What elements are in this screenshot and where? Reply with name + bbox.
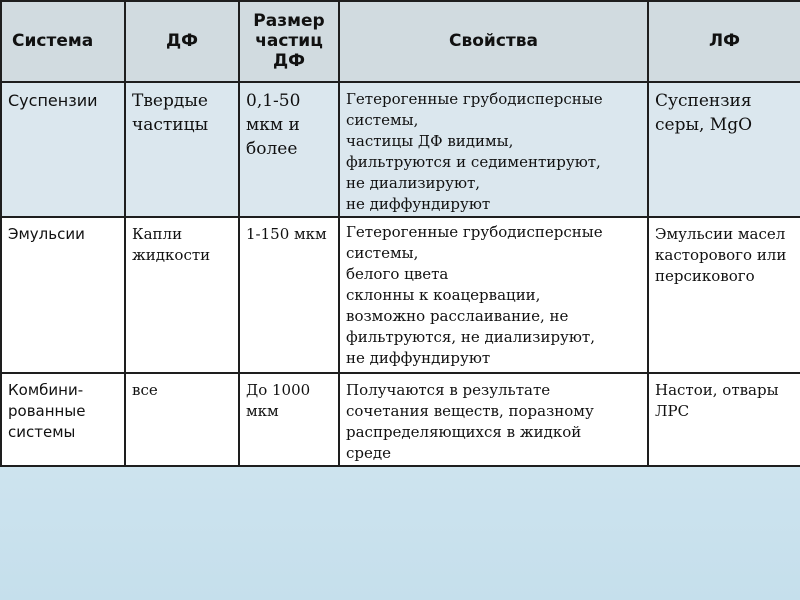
header-df: ДФ (125, 1, 239, 82)
header-size: Размер частиц ДФ (239, 1, 339, 82)
table-row (1, 373, 800, 466)
table-row (1, 82, 800, 217)
cell-size: 0,1-50 мкм и более (239, 82, 339, 217)
cell-system: Комбини-рованные системы (1, 373, 125, 466)
cell-size: 1-150 мкм (239, 217, 339, 373)
table-row (1, 217, 800, 373)
cell-lf: Суспензия серы, MgO (648, 82, 800, 217)
cell-system: Эмульсии (1, 217, 125, 373)
table-header-row (1, 1, 800, 82)
cell-df: все (125, 373, 239, 466)
header-lf: ЛФ (648, 1, 800, 82)
cell-df: Твердые частицы (125, 82, 239, 217)
cell-props: Получаются в результате сочетания веществ, поразному распределяющихся в жидкой среде (339, 373, 648, 466)
cell-system: Суспензии (1, 82, 125, 217)
cell-df: Капли жидкости (125, 217, 239, 373)
cell-props: Гетерогенные грубодисперсные системы, частицы ДФ видимы, фильтруются и седиментируют, не диализируют, не диффундируют (339, 82, 648, 217)
cell-props: Гетерогенные грубодисперсные системы, белого цвета склонны к коацервации, возможно расслаивание, не фильтруются, не диализируют, не диффундируют (339, 217, 648, 373)
cell-size: До 1000 мкм (239, 373, 339, 466)
cell-lf: Эмульсии масел касторового или персикового (648, 217, 800, 373)
header-props: Свойства (339, 1, 648, 82)
header-system: Система (1, 1, 125, 82)
cell-lf: Настои, отвары ЛРС (648, 373, 800, 466)
